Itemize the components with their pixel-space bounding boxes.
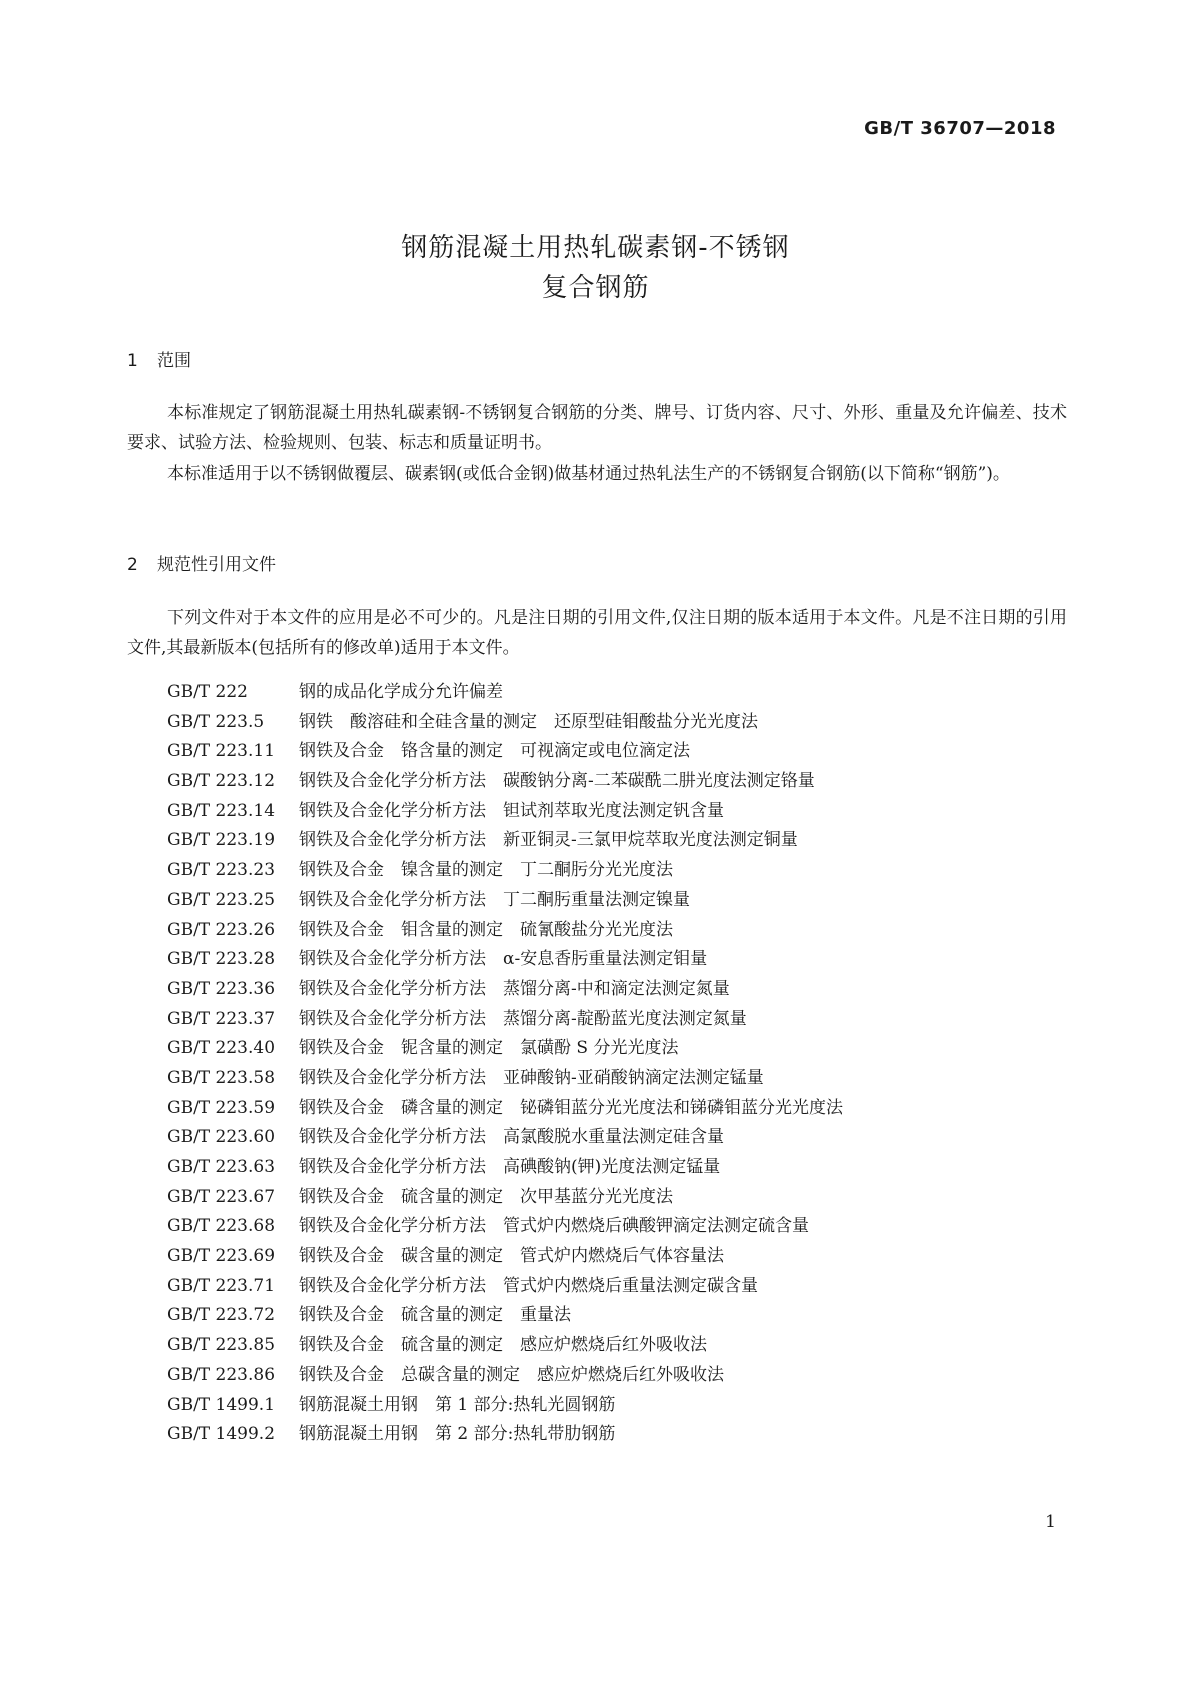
reference-item <box>167 1123 843 1153</box>
section-1-paragraph-1: 本标准规定了钢筋混凝土用热轧碳素钢-不锈钢复合钢筋的分类、牌号、订货内容、尺寸、外形、重量及允许偏差、技术要求、试验方法、检验规则、包装、标志和质量证明书。 <box>127 403 1067 453</box>
reference-title: 钢铁及合金 硫含量的测定 感应炉燃烧后红外吸收法 <box>299 1335 707 1356</box>
reference-code: GB/T 223.69 <box>167 1246 276 1267</box>
reference-item <box>167 826 843 856</box>
reference-title: 钢铁及合金化学分析方法 蒸馏分离-中和滴定法测定氮量 <box>299 978 730 999</box>
reference-code: GB/T 223.14 <box>167 800 276 821</box>
reference-title: 钢铁及合金 硫含量的测定 次甲基蓝分光光度法 <box>299 1186 673 1207</box>
reference-code: GB/T 223.5 <box>167 711 265 732</box>
reference-item <box>167 856 843 886</box>
section-title: 范围 <box>157 351 191 371</box>
section-number: 2 <box>127 555 138 575</box>
reference-code: GB/T 223.36 <box>167 978 276 999</box>
document-title <box>0 228 1191 308</box>
reference-title: 钢铁及合金化学分析方法 碳酸钠分离-二苯碳酰二肼光度法测定铬量 <box>299 771 815 792</box>
section-2-heading <box>127 550 276 575</box>
reference-code: GB/T 223.67 <box>167 1186 276 1207</box>
reference-item <box>167 1331 843 1361</box>
reference-code: GB/T 223.37 <box>167 1008 276 1029</box>
reference-title: 钢铁 酸溶硅和全硅含量的测定 还原型硅钼酸盐分光光度法 <box>299 711 758 732</box>
reference-title: 钢铁及合金化学分析方法 α-安息香肟重量法测定钼量 <box>299 949 708 970</box>
reference-code: GB/T 223.40 <box>167 1038 276 1059</box>
reference-item <box>167 797 843 827</box>
reference-item <box>167 1420 843 1450</box>
title-line-2: 复合钢筋 <box>541 273 650 303</box>
reference-code: GB/T 1499.2 <box>167 1424 276 1445</box>
reference-code: GB/T 223.85 <box>167 1335 276 1356</box>
reference-code: GB/T 223.19 <box>167 830 276 851</box>
reference-title: 钢铁及合金 碳含量的测定 管式炉内燃烧后气体容量法 <box>299 1246 724 1267</box>
reference-title: 钢铁及合金化学分析方法 钽试剂萃取光度法测定钒含量 <box>299 800 724 821</box>
reference-code: GB/T 223.58 <box>167 1067 276 1088</box>
reference-item <box>167 916 843 946</box>
reference-title: 钢铁及合金 镍含量的测定 丁二酮肟分光光度法 <box>299 860 673 881</box>
reference-item <box>167 1153 843 1183</box>
section-title: 规范性引用文件 <box>157 555 276 575</box>
reference-title: 钢铁及合金 硫含量的测定 重量法 <box>299 1305 571 1326</box>
reference-item <box>167 1391 843 1421</box>
standard-code: GB/T 36707—2018 <box>864 118 1056 139</box>
reference-title: 钢的成品化学成分允许偏差 <box>299 682 503 702</box>
reference-title: 钢铁及合金 钼含量的测定 硫氰酸盐分光光度法 <box>299 919 673 940</box>
reference-title: 钢铁及合金化学分析方法 管式炉内燃烧后重量法测定碳含量 <box>299 1275 758 1296</box>
page-number: 1 <box>1045 1512 1056 1532</box>
reference-title: 钢铁及合金 总碳含量的测定 感应炉燃烧后红外吸收法 <box>299 1364 724 1385</box>
reference-item <box>167 737 843 767</box>
reference-item <box>167 1212 843 1242</box>
reference-item <box>167 975 843 1005</box>
reference-item <box>167 708 843 738</box>
reference-title: 钢铁及合金化学分析方法 新亚铜灵-三氯甲烷萃取光度法测定铜量 <box>299 830 798 851</box>
reference-code: GB/T 223.28 <box>167 949 276 970</box>
section-1-heading <box>127 346 191 371</box>
reference-item <box>167 1242 843 1272</box>
reference-title: 钢铁及合金化学分析方法 管式炉内燃烧后碘酸钾滴定法测定硫含量 <box>299 1216 809 1237</box>
section-1-paragraph-2: 本标准适用于以不锈钢做覆层、碳素钢(或低合金钢)做基材通过热轧法生产的不锈钢复合钢筋(以下简称“钢筋”)。 <box>167 464 1010 484</box>
reference-title: 钢铁及合金化学分析方法 蒸馏分离-靛酚蓝光度法测定氮量 <box>299 1008 747 1029</box>
reference-title: 钢铁及合金 磷含量的测定 铋磷钼蓝分光光度法和锑磷钼蓝分光光度法 <box>299 1097 843 1118</box>
reference-code: GB/T 223.25 <box>167 889 276 910</box>
reference-title: 钢铁及合金 铬含量的测定 可视滴定或电位滴定法 <box>299 741 690 762</box>
section-2-paragraph-1: 下列文件对于本文件的应用是必不可少的。凡是注日期的引用文件,仅注日期的版本适用于本文件。凡是不注日期的引用文件,其最新版本(包括所有的修改单)适用于本文件。 <box>127 608 1067 658</box>
reference-title: 钢铁及合金化学分析方法 高氯酸脱水重量法测定硅含量 <box>299 1127 724 1148</box>
reference-item <box>167 1272 843 1302</box>
reference-item <box>167 1361 843 1391</box>
reference-title: 钢铁及合金 铌含量的测定 氯磺酚 S 分光光度法 <box>299 1038 679 1059</box>
reference-title: 钢铁及合金化学分析方法 丁二酮肟重量法测定镍量 <box>299 889 690 910</box>
reference-title: 钢筋混凝土用钢 第 2 部分:热轧带肋钢筋 <box>299 1424 616 1445</box>
reference-item <box>167 1005 843 1035</box>
reference-item <box>167 1183 843 1213</box>
reference-item <box>167 1064 843 1094</box>
reference-title: 钢铁及合金化学分析方法 高碘酸钠(钾)光度法测定锰量 <box>299 1157 721 1177</box>
reference-code: GB/T 223.86 <box>167 1364 276 1385</box>
reference-title: 钢筋混凝土用钢 第 1 部分:热轧光圆钢筋 <box>299 1394 616 1415</box>
reference-item <box>167 945 843 975</box>
section-number: 1 <box>127 351 138 371</box>
reference-code: GB/T 223.59 <box>167 1097 276 1118</box>
reference-code: GB/T 223.71 <box>167 1275 276 1296</box>
title-line-1: 钢筋混凝土用热轧碳素钢-不锈钢 <box>401 233 790 263</box>
reference-code: GB/T 222 <box>167 682 248 702</box>
reference-code: GB/T 223.11 <box>167 741 276 762</box>
reference-code: GB/T 223.26 <box>167 919 276 940</box>
reference-code: GB/T 223.23 <box>167 860 276 881</box>
reference-item <box>167 1301 843 1331</box>
reference-item <box>167 767 843 797</box>
reference-code: GB/T 223.60 <box>167 1127 276 1148</box>
reference-item <box>167 1094 843 1124</box>
reference-item <box>167 886 843 916</box>
reference-item <box>167 1034 843 1064</box>
reference-code: GB/T 223.72 <box>167 1305 276 1326</box>
reference-code: GB/T 1499.1 <box>167 1394 276 1415</box>
reference-item <box>167 678 843 708</box>
reference-code: GB/T 223.63 <box>167 1157 276 1177</box>
reference-list <box>167 678 843 1450</box>
reference-title: 钢铁及合金化学分析方法 亚砷酸钠-亚硝酸钠滴定法测定锰量 <box>299 1067 764 1088</box>
reference-code: GB/T 223.12 <box>167 771 276 792</box>
reference-code: GB/T 223.68 <box>167 1216 276 1237</box>
